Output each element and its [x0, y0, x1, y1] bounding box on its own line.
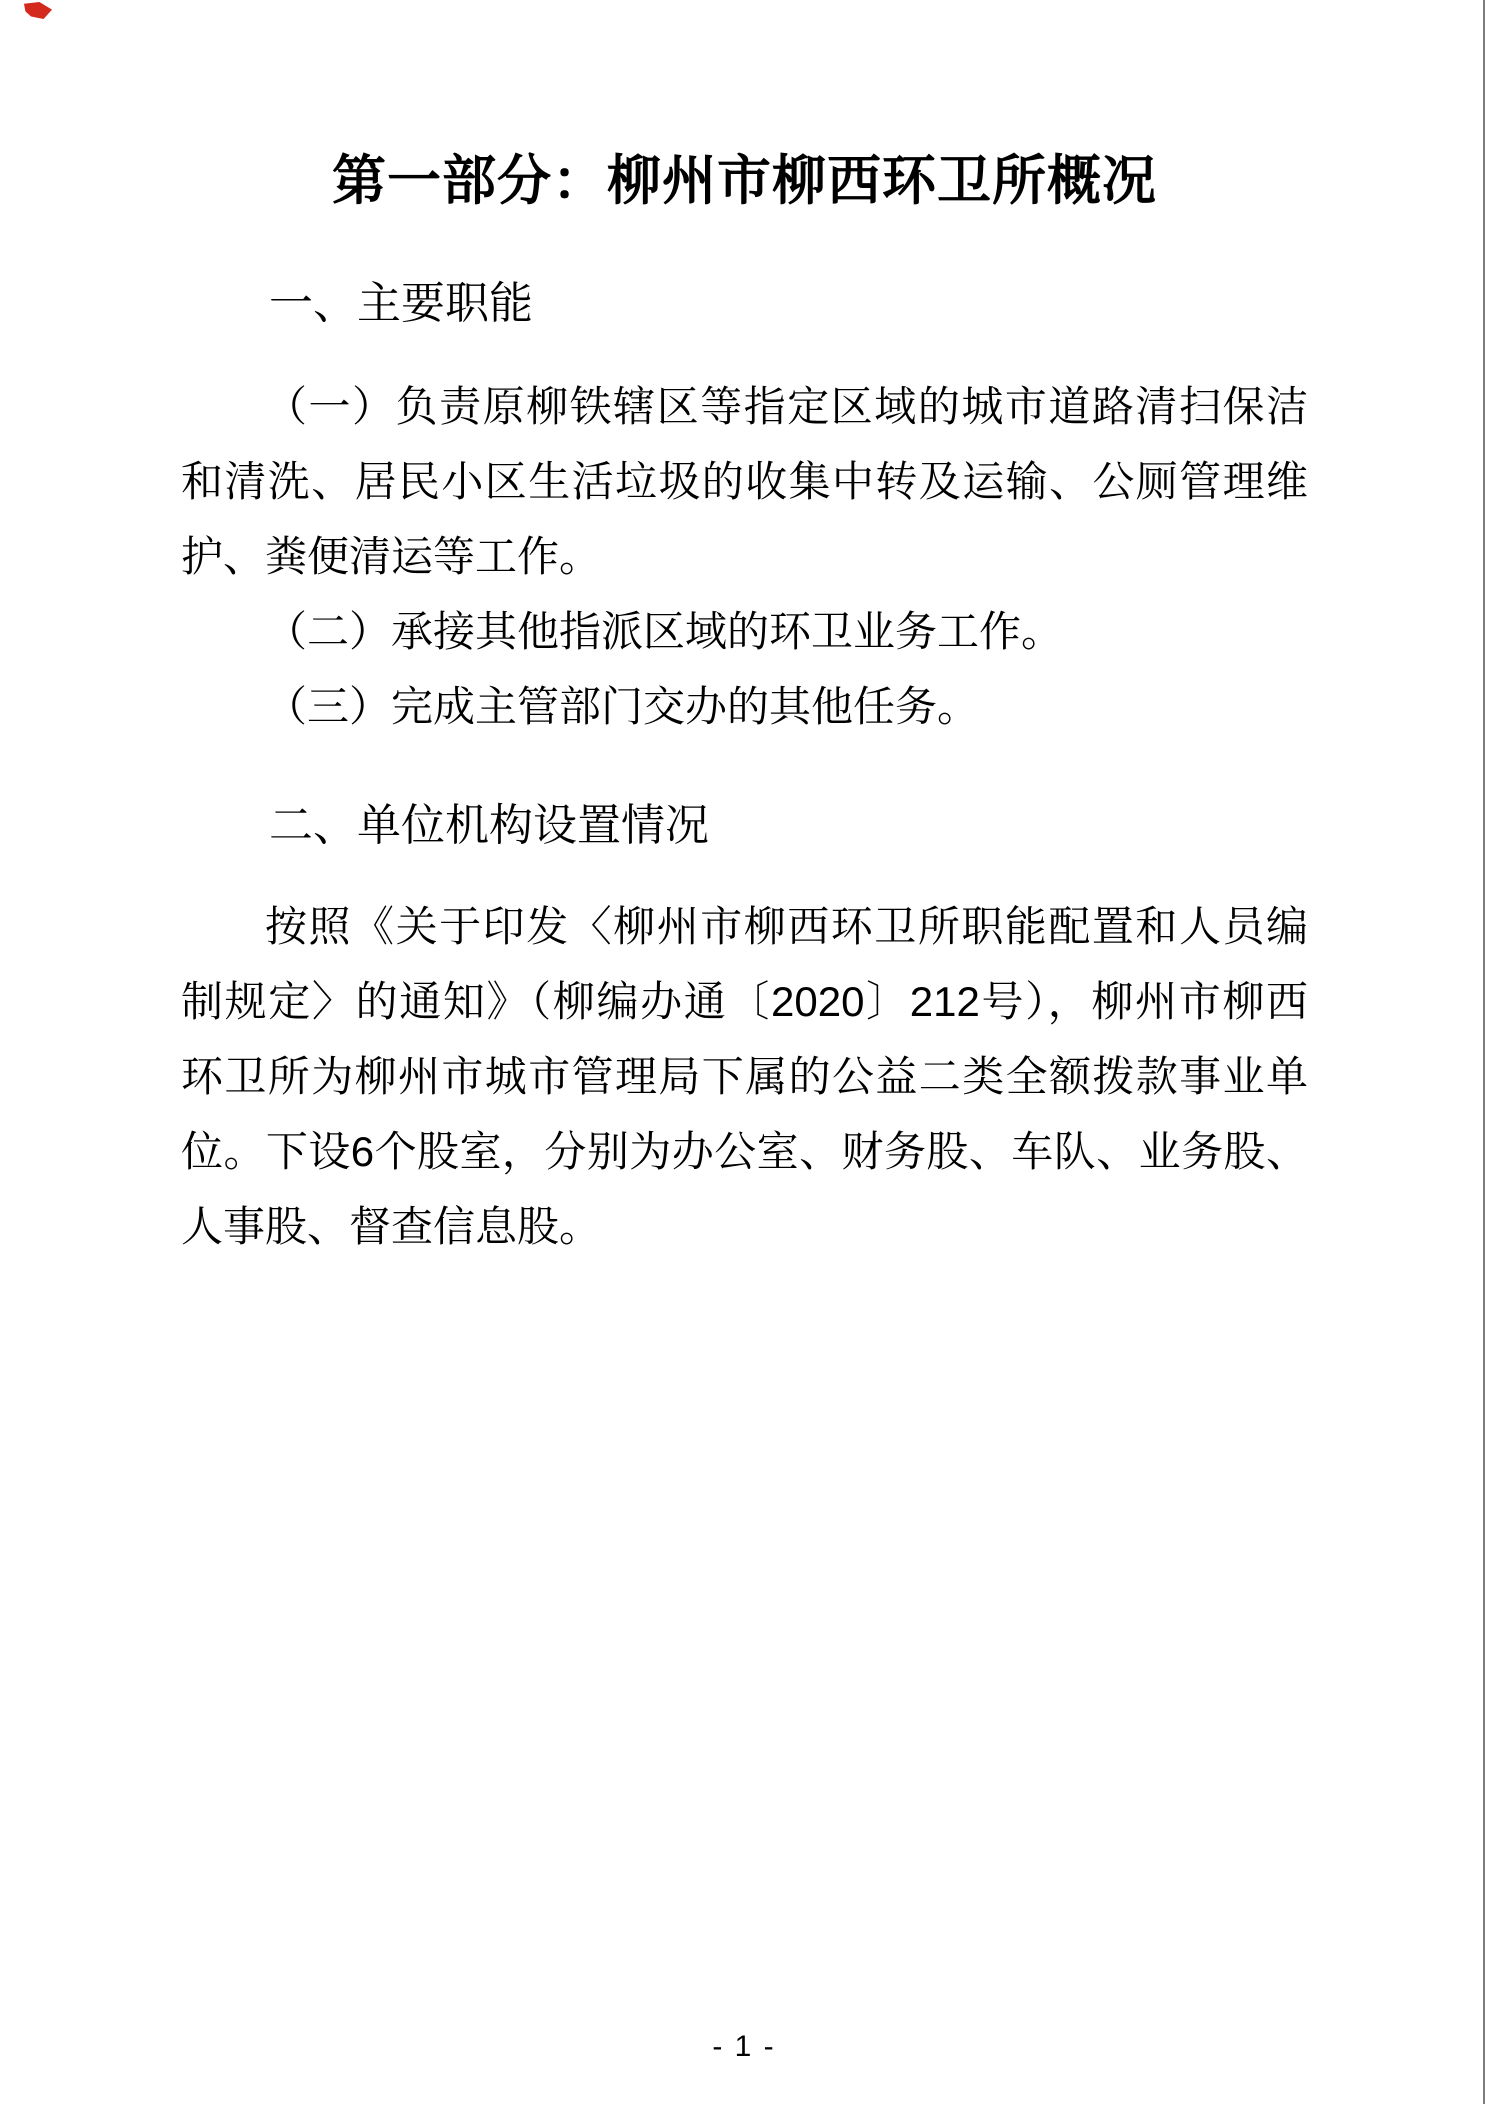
section-1-heading: 一、主要职能	[269, 279, 533, 329]
section-2-heading: 二、单位机构设置情况	[269, 800, 709, 850]
section-2-paragraph-1: 按照《关于印发〈柳州市柳西环卫所职能配置和人员编制规定〉的通知》（柳编办通〔2020〕212号），柳州市柳西环卫所为柳州市城市管理局下属的公益二类全额拨款事业单位。下设6个股室，分别为办公室、财务股、车队、业务股、人事股、督查信息股。	[181, 902, 1308, 1250]
document-content	[181, 150, 1308, 1264]
page-number: - 1 -	[712, 2030, 776, 2063]
page-title: 第一部分：柳州市柳西环卫所概况	[332, 151, 1157, 211]
page-right-edge-line	[1483, 0, 1485, 2104]
section-1-paragraph-1: （一）负责原柳铁辖区等指定区域的城市道路清扫保洁和清洗、居民小区生活垃圾的收集中转及运输、公厕管理维护、粪便清运等工作。	[181, 382, 1308, 580]
scan-artifact-red-mark	[24, 2, 52, 19]
section-1-paragraph-3: （三）完成主管部门交办的其他任务。	[265, 682, 980, 730]
section-1-paragraph-2: （二）承接其他指派区域的环卫业务工作。	[265, 607, 1064, 655]
